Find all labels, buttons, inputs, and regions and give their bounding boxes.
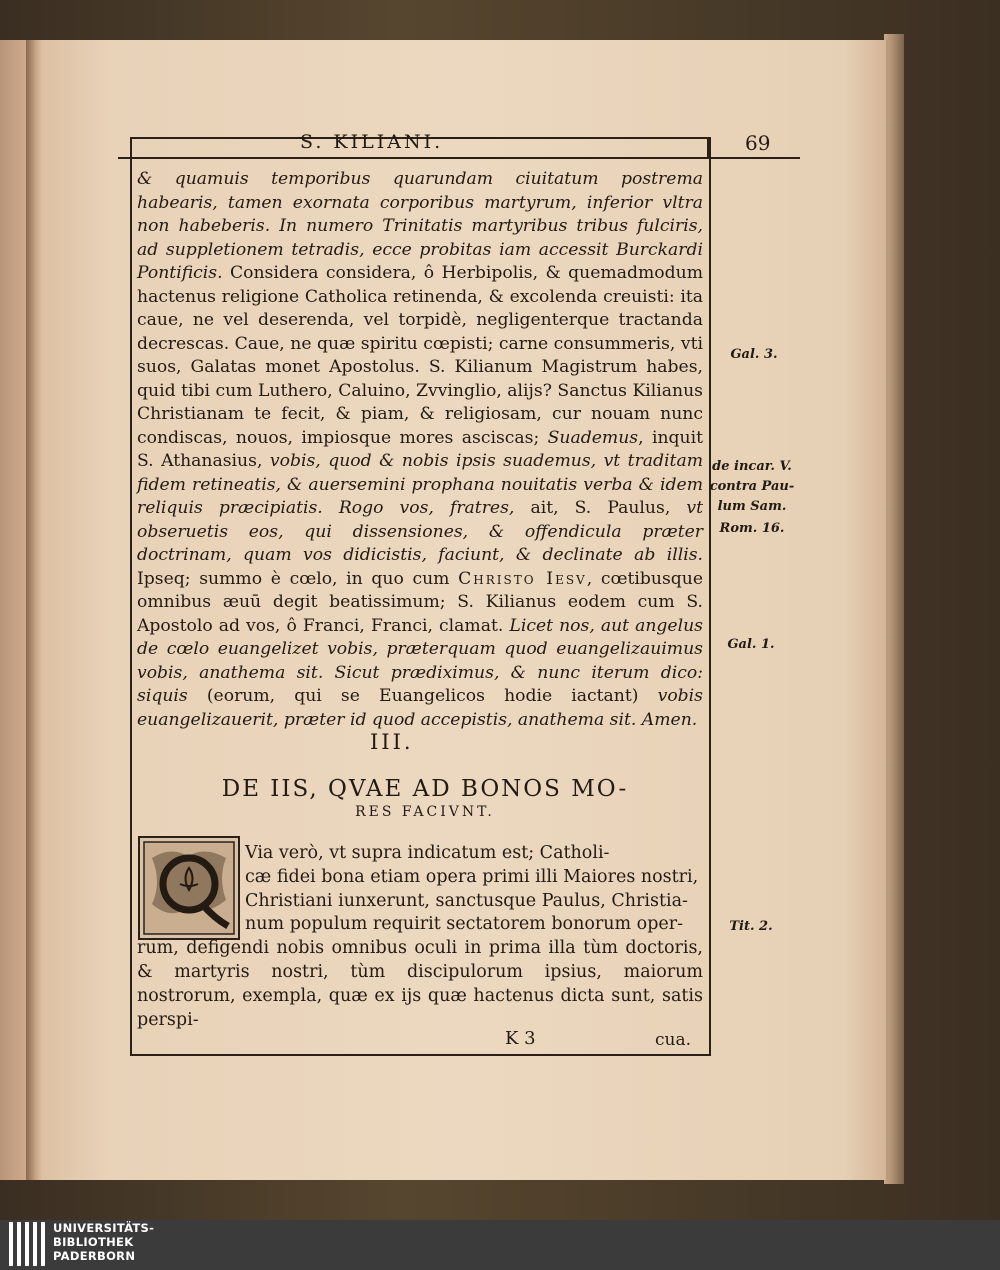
library-logo-icon bbox=[17, 1222, 21, 1266]
logo-line: BIBLIOTHEK bbox=[53, 1235, 134, 1249]
running-head: S. KILIANI. bbox=[300, 131, 444, 153]
library-logo-text bbox=[53, 1221, 154, 1263]
library-logo-icon bbox=[33, 1222, 37, 1266]
signature-mark: K 3 bbox=[505, 1028, 536, 1049]
text-run: ait, S. Paulus, bbox=[514, 498, 687, 518]
text-run: Licet nos, aut angelus de cœlo euangelizet vobis, præterquam quod euangelizauimus vobis, anathema sit. Sicut prædiximus, & nunc iterum dico: siquis bbox=[137, 615, 703, 706]
text-run: Considera considera, ô Herbipolis, & quemadmodum hactenus religione Catholica retinenda, & excolenda creuisti: ita caue, ne vel deserenda, vel torpidè, negligenterque tractanda decrescas. Caue, ne quæ spiritu cœpisti; carne consummeris, vti suos, Galatas monet Apostolus. S. Kilianum Magistrum habes, quid tibi cum Luthero, Caluino, Zvvinglio, alijs? Sanctus Kilianus Christianam te fecit, & piam, & religiosam, cur nouam nunc condiscas, nouos, impiosque mores asciscas; bbox=[137, 263, 703, 448]
chapter-line: Via verò, vt supra indicatum est; Catholi- bbox=[245, 843, 610, 863]
library-logo-icon bbox=[41, 1222, 45, 1266]
text-run: , cœtibusque omnibus æuū degit beatissimum; S. Kilianus eodem cum S. Apostolo ad vos, ô Franci, Franci, clamat. bbox=[137, 568, 704, 636]
header-rule bbox=[118, 157, 800, 159]
logo-line: UNIVERSITÄTS- bbox=[53, 1221, 155, 1235]
text-run: vobis euangelizauerit, præter id quod accepistis, anathema sit. Amen. bbox=[137, 686, 703, 730]
marginal-note: lum Sam. bbox=[717, 499, 787, 514]
text-run: , inquit S. Athanasius, bbox=[137, 427, 703, 471]
marginal-note: Gal. 3. bbox=[730, 347, 778, 362]
text-run: vt obseruetis eos, qui dissensiones, & offendicula præter doctrinam, quam vos didicistis, faciunt, & declinate ab illis. bbox=[137, 498, 703, 565]
text-run: & quamuis temporibus quarundam ciuitatum postrema habearis, tamen exornata corporibus martyrum, inferior vltra non habeberis. In numero Trinitatis martyribus tribus fulciris, ad suppletionem tetradis, ecce probitas iam accessit Burckardi Pontificis. bbox=[137, 169, 703, 283]
library-logo-icon bbox=[9, 1222, 13, 1266]
chapter-line: cæ fidei bona etiam opera primi illi Maiores nostri, bbox=[245, 866, 699, 887]
header-divider bbox=[707, 137, 709, 157]
page-number: 69 bbox=[745, 131, 771, 155]
body-text bbox=[137, 168, 703, 732]
text-run: Suademus bbox=[547, 427, 639, 448]
section-title-continued: RES FACIVNT. bbox=[355, 804, 495, 820]
catchword: cua. bbox=[655, 1030, 692, 1050]
text-run: Ipseq; summo è cœlo, in quo cum bbox=[137, 568, 459, 589]
chapter-rest: rum, defigendi nobis omnibus oculi in prima illa tùm doctoris, & martyris nostri, tùm discipulorum ipsius, maiorum nostrorum, exempla, quæ ex ijs quæ hactenus dicta sunt, satis perspi- bbox=[137, 938, 703, 1030]
library-logo-icon bbox=[25, 1222, 29, 1266]
body-paragraph bbox=[137, 168, 703, 732]
marginal-note: contra Pau- bbox=[709, 479, 795, 494]
text-run: vobis, quod & nobis ipsis suademus, vt traditam fidem retineatis, & auersemini prophana nouitatis verba & idem reliquis præcipiatis. Rogo vos, fratres, bbox=[137, 451, 703, 518]
marginal-note: Rom. 16. bbox=[719, 521, 785, 536]
chapter-line: num populum requirit sectatorem bonorum oper- bbox=[245, 914, 684, 935]
marginal-note: Tit. 2. bbox=[729, 919, 773, 934]
chapter-text bbox=[137, 842, 703, 1032]
section-number: III. bbox=[370, 730, 414, 754]
text-run: (eorum, qui se Euangelicos hodie iactant) bbox=[187, 686, 658, 706]
section-title: DE IIS, QVAE AD BONOS MO- bbox=[221, 776, 629, 802]
text-run: Christo Iesv bbox=[458, 568, 587, 589]
binding-gutter bbox=[26, 40, 42, 1180]
marginal-note: Gal. 1. bbox=[727, 637, 775, 652]
chapter-line: Christiani iunxerunt, sanctusque Paulus, Christia- bbox=[245, 890, 688, 911]
logo-line: PADERBORN bbox=[53, 1249, 136, 1263]
marginal-note: de incar. V. bbox=[712, 459, 792, 474]
